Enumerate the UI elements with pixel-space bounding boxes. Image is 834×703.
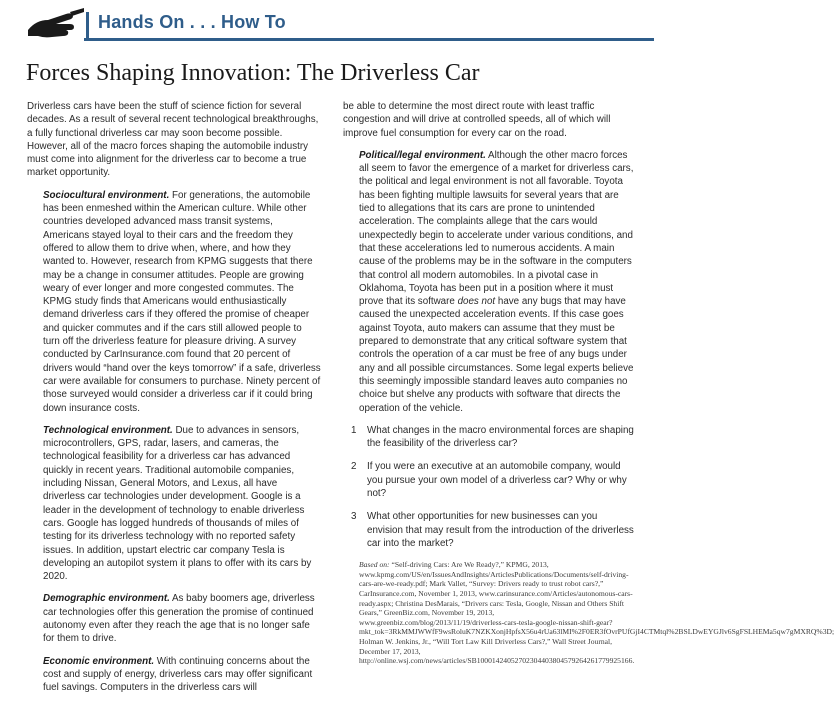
sociocultural-paragraph bbox=[27, 189, 321, 415]
question-number: 2 bbox=[351, 461, 357, 473]
political-emphasis: does not bbox=[457, 296, 496, 308]
question-item bbox=[343, 510, 635, 550]
question-text: What changes in the macro environmental forces are shaping the feasibility of the driverless car? bbox=[367, 424, 634, 450]
economic-heading: Economic environment. bbox=[43, 655, 155, 667]
political-body-b: have any bugs that may have caused the unexpected acceleration events. If this case goes against Toyota, auto makers can assume that they must be prepared to demonstrate that any critical software system that controls the operation of a car must be free of any bugs under any and all possible circumstances. Some legal experts believe this seemingly impossible standard leaves auto companies no choice but shelve any products with software that directs the operation of the vehicle. bbox=[359, 296, 634, 414]
economic-body: With continuing concerns about the cost and supply of energy, driverless cars may offer significant fuel savings. Computers in the driverless cars will bbox=[43, 655, 313, 694]
technological-body: Due to advances in sensors, microcontrollers, GPS, radar, lasers, and cameras, the technological feasibility for a driverless car has advanced quickly in recent years. Traditional automobile companies, including Nissan, General Motors, and Lexus, all have driverless car technologies under development. Google is a leader in the development of technology to enable driverless cars. Google has logged hundreds of thousands of miles of testing for its driverless technology with no reported safety issues. In addition, upstart electric car company Tesla is developing an autopilot system it plans to offer with its cars by 2020. bbox=[43, 424, 312, 583]
political-heading: Political/legal environment. bbox=[359, 149, 486, 161]
banner-divider bbox=[86, 12, 89, 40]
left-column bbox=[27, 100, 321, 703]
question-number: 1 bbox=[351, 424, 357, 436]
question-item bbox=[343, 424, 635, 451]
economic-continued: be able to determine the most direct route with least traffic congestion and will drive at controlled speeds, all of which will improve fuel consumption for every car on the road. bbox=[343, 101, 611, 139]
political-paragraph bbox=[343, 149, 635, 415]
political-body-a: Although the other macro forces all seem to favor the emergence of a market for driverless cars, the political and legal environment is not all favorable. Toyota has been fighting multiple lawsuits for several years that are tied to allegations that its cars are prone to unintended acceleration. The complaints allege that the cars would unexpectedly begin to accelerate under various conditions, and that these accelerations led to numerous accidents. A main cause of the problems may be in the software in the computers that control all modern automobiles. In a pivotal case in Oklahoma, Toyota has been put in a position where it must prove that its software bbox=[359, 149, 634, 308]
intro-paragraph: Driverless cars have been the stuff of science fiction for several decades. As a result of several recent technological breakthroughs, a fully functional driverless car may soon become possible. However, all of the macro forces shaping the automobile industry must come into alignment for the driverless car to become a true market opportunity. bbox=[27, 101, 319, 179]
banner-title: Hands On . . . How To bbox=[98, 12, 286, 32]
sociocultural-body: For generations, the automobile has been enmeshed within the American culture. While other countries developed advanced mass transit systems, Americans stayed loyal to their cars and the freedom they offered to allow them to drive when, where, and how they wanted to. However, research from KPMG suggests that there may be a change in consumer attitudes. People are growing weary of ever longer and more congested commutes. The KPMG study finds that Americans would enthusiastically demand driverless cars if they offered the promise of cheaper and quicker commutes and if the cars still allowed people to turn off the driverless feature for pleasure driving. A survey conducted by CarInsurance.com found that 20 percent of drivers would “hand over the keys tomorrow” if a safe, driverless car were available for consumers to purchase. Ninety percent of those surveyed would consider a driverless car if it could bring down insurance costs. bbox=[43, 189, 321, 414]
demographic-body: As baby boomers age, driverless car technologies offer this generation the promise of continued autonomy even after they reach the age that is no longer safe for them to drive. bbox=[43, 593, 315, 645]
references-label: Based on: bbox=[359, 560, 390, 570]
banner-underline bbox=[84, 38, 654, 41]
question-number: 3 bbox=[351, 511, 357, 523]
technological-heading: Technological environment. bbox=[43, 424, 173, 436]
sociocultural-heading: Sociocultural environment. bbox=[43, 189, 170, 201]
demographic-paragraph bbox=[27, 592, 321, 645]
hands-on-banner bbox=[26, 4, 654, 38]
economic-paragraph bbox=[27, 655, 321, 695]
question-item bbox=[343, 460, 635, 500]
question-text: What other opportunities for new businesses can you envision that may result from the introduction of the driverless car into the market? bbox=[367, 511, 634, 549]
demographic-heading: Demographic environment. bbox=[43, 593, 170, 605]
references-text: “Self-driving Cars: Are We Ready?,” KPMG, 2013, www.kpmg.com/US/en/IssuesAndInsights/ArticlesPublications/Documents/self-driving-cars-are-we-ready.pdf; Mark Vallet, “Survey: Drivers ready to trust robot cars?,” CarInsurance.com, November 1, 2013, www.carinsurance.com/Articles/autonomous-cars-ready.aspx; Christina DesMarais, “Drivers cars: Tesla, Google, Nissan and Others Shift Gears,” GreenBiz.com, November 19, 2013, www.greenbiz.com/blog/2013/11/19/driverless-cars-tesla-google-nissan-shift-gear?mkt_tok=3RkMMJWWfF9wsRoluK7NZKXonjHpfsX56u4rUa63lMI%2F0ER3fOvrPUfGjI4CTMtql%2BSLDwEYGJlv6SgFSLHEMa5qw7gMXRQ%3D; Holman W. Jenkins, Jr., “Will Tort Law Kill Driverless Cars?,” Wall Street Journal, December 17, 2013, http://online.wsj.com/news/articles/SB10001424052702304403804579264261779925166. bbox=[359, 560, 834, 666]
discussion-questions bbox=[343, 424, 635, 550]
article-title: Forces Shaping Innovation: The Driverless Car bbox=[26, 60, 480, 86]
right-column bbox=[343, 100, 834, 675]
source-references bbox=[343, 560, 834, 666]
pointing-hand-icon bbox=[26, 6, 86, 42]
technological-paragraph bbox=[27, 424, 321, 584]
question-text: If you were an executive at an automobile company, would you pursue your own model of a driverless car? Why or why not? bbox=[367, 461, 627, 500]
